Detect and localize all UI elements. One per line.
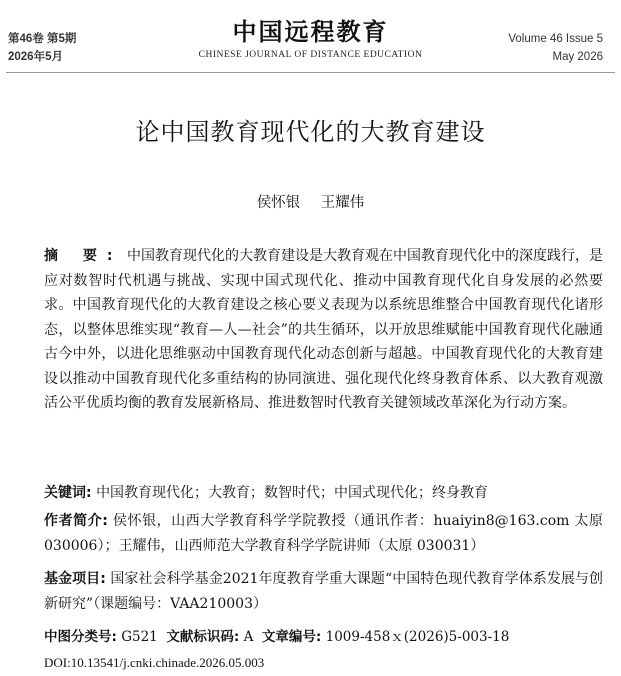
- journal-name-en: CHINESE JOURNAL OF DISTANCE EDUCATION: [198, 50, 423, 60]
- clc-label: 中图分类号:: [44, 629, 117, 645]
- volume-issue-cn: 第46卷 第5期: [8, 33, 77, 45]
- date-en: May 2026: [552, 51, 603, 63]
- date-cn: 2026年5月: [8, 51, 63, 63]
- volume-issue-en: Volume 46 Issue 5: [508, 33, 603, 45]
- abstract-label: 摘 要:: [44, 248, 123, 264]
- keywords-line: [44, 481, 603, 506]
- keywords-label: 关键词:: [44, 485, 92, 501]
- header-divider: [6, 72, 615, 73]
- fund-label: 基金项目:: [44, 571, 106, 587]
- author-info-paragraph: [8, 509, 603, 558]
- fund-paragraph: [8, 567, 603, 616]
- clc-value: G521: [121, 629, 158, 645]
- author-info-text: 侯怀银，山西大学教育科学学院教授（通讯作者：huaiyin8@163.com 太原 030006）；王耀伟，山西师范大学教育科学学院讲师（太原 030031）: [44, 513, 603, 554]
- abstract-text: 中国教育现代化的大教育建设是大教育观在中国教育现代化中的深度践行，是应对数智时代机遇与挑战、实现中国式现代化、推动中国教育现代化自身发展的必然要求。中国教育现代化的大教育建设之核心要义表现为以系统思维整合中国教育现代化诸形态，以整体思维实现“教育—人—社会”的共生循环，以开放思维赋能中国教育现代化融通古今中外，以进化思维驱动中国教育现代化动态创新与超越。中国教育现代化的大教育建设以推动中国教育现代化多重结构的协同演进、强化现代化终身教育体系、以大教育观激活公平优质均衡的教育发展新格局、推进数智时代教育关键领域改革深化为行动方案。: [44, 248, 603, 411]
- article-title: 论中国教育现代化的大教育建设: [135, 118, 486, 146]
- doc-code-label: 文献标识码:: [166, 629, 240, 645]
- doc-code-value: A: [243, 629, 254, 645]
- author-list: [0, 193, 621, 213]
- fund-text: 国家社会科学基金2021年度教育学重大课题“中国特色现代教育学体系发展与创新研究”（课题编号：VAA210003）: [44, 571, 603, 612]
- classification-line: [44, 625, 603, 650]
- author-name: 王耀伟: [320, 195, 365, 211]
- author-name: 侯怀银: [256, 195, 301, 211]
- issue-info-en: [508, 30, 603, 66]
- author-info-label: 作者简介:: [44, 513, 108, 529]
- article-no-value: 1009-458ｘ(2026)5-003-18: [325, 629, 510, 645]
- doi-line: DOI:10.13541/j.cnki.chinade.2026.05.003: [44, 655, 265, 670]
- article-no-label: 文章编号:: [261, 629, 322, 645]
- abstract-paragraph: [44, 244, 603, 416]
- journal-name-cn: 中国远程教育: [232, 17, 389, 46]
- keywords-text: 中国教育现代化；大教育；数智时代；中国式现代化；终身教育: [96, 485, 489, 501]
